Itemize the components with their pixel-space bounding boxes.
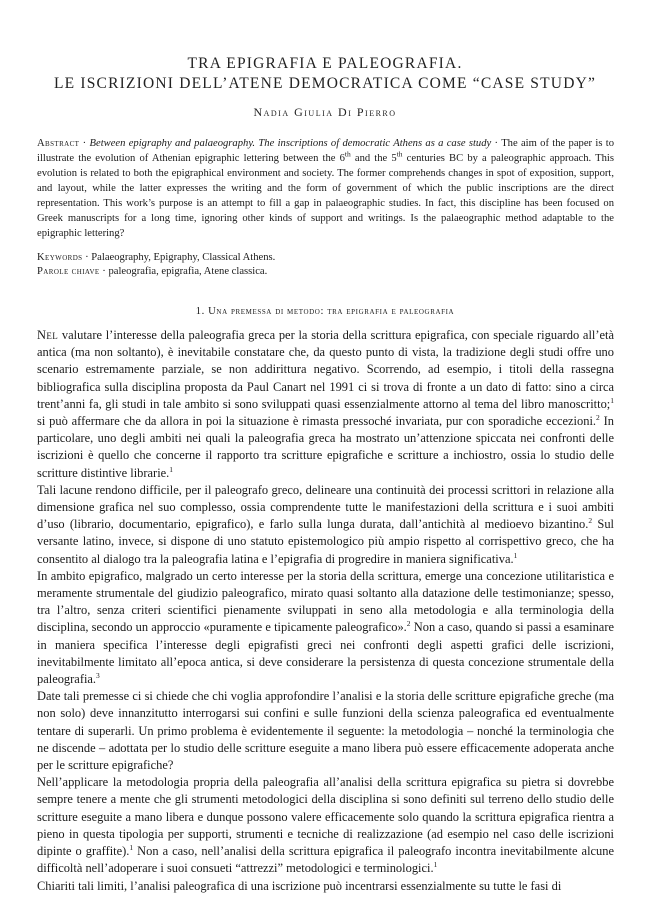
paragraph-text: In particolare, uno degli ambiti nei quali la paleografia greca ha mostrato un’attenzione spiccata nei confronti delle iscrizioni è quello che concerne il rapporto tra scritture epigrafiche e scritture a inchiostro, ossia lo studio delle scritture distintive librarie. bbox=[37, 414, 614, 480]
paragraph-text: Date tali premesse ci si chiede che chi voglia approfondire l’analisi e la storia delle scritture epigrafiche greche (ma non solo) deve innanzitutto interrogarsi sui confini e sulle funzioni della scienza paleografica ed eventualmente tentare di superarli. Un primo problema è evidentemente il seguente: la metodologia – nonché la terminologia che ne discende – adottata per lo studio delle scritture eseguite a mano libera può essere efficacemente adoperata anche per le scritture epigrafiche? bbox=[37, 689, 614, 773]
footnote-ref[interactable]: 2 bbox=[596, 412, 600, 422]
footnote-ref[interactable]: 3 bbox=[96, 670, 100, 680]
abstract-text-b: and the 5 bbox=[350, 153, 397, 164]
parole-chiave-text: · paleografia, epigrafia, Atene classica. bbox=[99, 266, 268, 277]
footnote-ref[interactable]: 2 bbox=[588, 516, 593, 526]
paragraph bbox=[37, 327, 614, 482]
paragraph-text: Chiariti tali limiti, l’analisi paleografica di una iscrizione può incentrarsi essenzialmente su tutte le fasi di bbox=[37, 878, 562, 893]
abstract-english-title: Between epigraphy and palaeography. The inscriptions of democratic Athens as a case study bbox=[89, 138, 492, 149]
paragraph-text: Non a caso, quando si passi a esaminare in maniera specifica l’interesse degli epigrafisti greci nei confronti degli aspetti grafici delle iscrizioni, inevitabilmente limitato all’epoca antica, si deve considerare la persistenza di questa concezione strumentale della paleografia. bbox=[37, 620, 614, 687]
paper-title-line-2: LE ISCRIZIONI DELL’ATENE DEMOCRATICA COME “CASE STUDY” bbox=[53, 75, 597, 92]
abstract-text-a: · The aim of the paper is to illustrate the evolution of Athenian epigraphic lettering between the 6 bbox=[37, 138, 615, 164]
abstract-text-c: centuries BC by a paleographic approach. This evolution is related to both the epigraphical environment and society. The former comprehends changes in spot of exposition, support, and layout, while the latter expresses the writing and the form of government of which the public inscriptions are the direct representation. This work’s purpose is an attempt to fill a gap in palaeographic studies. In fact, this discipline has been focused on Greek manuscripts for a long time, ignoring other kinds of support and writings. Is the palaeographic method adaptable to the epigraphic lettering? bbox=[37, 153, 614, 239]
paragraph bbox=[37, 482, 614, 568]
abstract-superscript: th bbox=[396, 149, 403, 159]
footnote-ref[interactable]: 1 bbox=[610, 395, 614, 405]
keywords-text: · Palaeography, Epigraphy, Classical Athens. bbox=[82, 252, 276, 263]
paper-title-line-1: TRA EPIGRAFIA E PALEOGRAFIA. bbox=[187, 55, 463, 72]
body-text bbox=[37, 327, 614, 895]
paragraph-text: Sul versante latino, invece, si dispone di uno statuto epistemologico più ampio rispetto al corrispettivo greco, che ha consentito al dialogo tra la paleografia latina e l’epigrafia di progredire in maniera significativa. bbox=[37, 517, 614, 566]
keywords bbox=[37, 251, 614, 265]
abstract-label: Abstract bbox=[37, 138, 80, 149]
paragraph bbox=[37, 774, 614, 877]
paragraph-lead-word: Nel bbox=[37, 328, 59, 342]
parole-chiave-label: Parole chiave bbox=[37, 266, 100, 277]
section-heading: 1. Una premessa di metodo: tra epigrafia e paleografia bbox=[195, 306, 455, 317]
paragraph-text: valutare l’interesse della paleografia greca per la storia della scrittura epigrafica, con speciale riguardo all’età antica (ma non soltanto), è inevitabile constatare che, da questo punto di vista, la tradizione degli studi offre uno scenario estremamente parziale, se non addirittura negativo. Scorrendo, ad esempio, i titoli della rassegna bibliografica sulla disciplina proposta da Paul Canart nel 1991 ci si trova di fronte a un dato di fatto: sino a circa trent’anni fa, gli studi in tale ambito si sono sviluppati quasi essenzialmente attorno al tema del libro manoscritto; bbox=[37, 328, 614, 411]
paragraph bbox=[37, 688, 614, 774]
abstract-separator: · bbox=[79, 138, 90, 149]
paragraph-text: Non a caso, nell’analisi della scrittura epigrafica il paleografo incontra inevitabilmente alcune difficoltà nell’adoperare i suoi consueti “attrezzi” metodologici e terminologici. bbox=[37, 844, 615, 876]
author-name: Nadia Giulia Di Pierro bbox=[253, 105, 397, 119]
parole-chiave bbox=[37, 265, 614, 279]
footnote-ref[interactable]: 2 bbox=[406, 619, 411, 629]
footnote-ref[interactable]: 1 bbox=[169, 464, 174, 474]
paragraph-text: In ambito epigrafico, malgrado un certo interesse per la storia della scrittura, emerge una concezione utilitaristica e meramente strumentale del giudizio paleografico, mirato quasi soltanto alla datazione delle testimonianze; spesso, tra l’altro, senza criteri scientifici pienamente sviluppati in seno alla metodologia e alla terminologia della disciplina, secondo un approccio «puramente e tipicamente paleografico». bbox=[37, 568, 614, 635]
footnote-ref[interactable]: 1 bbox=[129, 842, 134, 852]
paragraph bbox=[37, 878, 614, 895]
abstract-superscript: th bbox=[344, 149, 351, 159]
footnote-ref[interactable]: 1 bbox=[433, 860, 438, 870]
paragraph-text: Nell’applicare la metodologia propria della paleografia all’analisi della scrittura epigrafica su pietra si dovrebbe sempre tenere a mente che gli strumenti metodologici della disciplina si sono definiti sul terreno dello studio delle scritture eseguite a mano libera e dunque possono valere efficacemente solo quando la scrittura epigrafica rientra a pieno in questa tipologia per supporti, strumenti e tecniche di realizzazione (ad esempio nel caso delle iscrizioni dipinte o graffite). bbox=[37, 775, 614, 859]
footnote-ref[interactable]: 1 bbox=[513, 550, 518, 560]
paragraph-text: Tali lacune rendono difficile, per il paleografo greco, delineare una continuità dei processi scrittori in relazione alla dimensione grafica nel suo complesso, ossia comprendente tutte le manifestazioni della scrittura e i suoi ambiti d’uso (librario, documentario, epigrafico), e farlo sulla lunga durata, dall’antichità al medioevo bizantino. bbox=[37, 482, 614, 532]
keywords-label: Keywords bbox=[37, 252, 83, 263]
abstract bbox=[37, 136, 614, 241]
paragraph bbox=[37, 568, 614, 688]
paragraph-text: si può affermare che da allora in poi la situazione è rimasta pressoché invariata, pur con sporadiche eccezioni. bbox=[37, 414, 597, 429]
